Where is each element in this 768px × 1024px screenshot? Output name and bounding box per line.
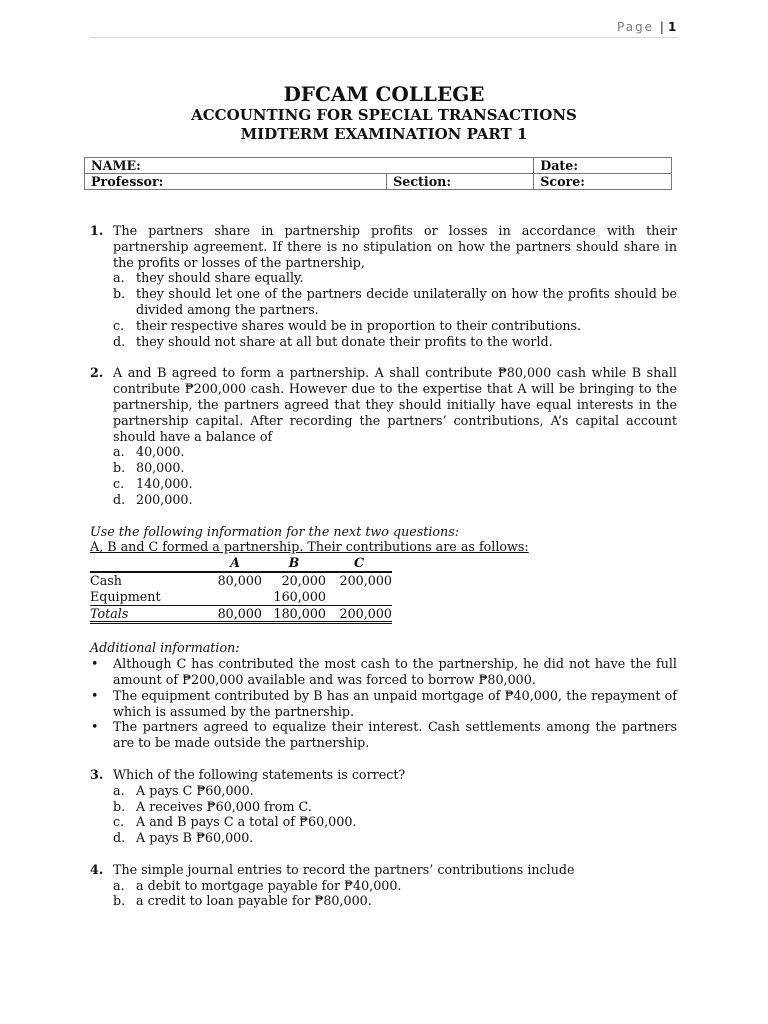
student-info-table	[84, 157, 672, 190]
table-row	[90, 572, 392, 589]
option-letter: c.	[113, 317, 125, 333]
option-letter: a.	[113, 444, 125, 460]
cell-b: 160,000	[273, 588, 326, 604]
option-text: they should share equally.	[136, 270, 304, 286]
option-text: a debit to mortgage payable for ₱40,000.	[136, 877, 402, 893]
question-number: 4.	[90, 861, 104, 877]
cell-a: 80,000	[217, 572, 262, 588]
totals-row	[90, 605, 392, 623]
name-cell: NAME:	[85, 158, 534, 174]
option	[113, 270, 677, 286]
option	[113, 799, 677, 815]
option-text: 140,000.	[136, 475, 193, 491]
bullet-icon: •	[91, 687, 99, 703]
section-cell: Section:	[387, 174, 534, 190]
list-item	[90, 688, 677, 720]
option-text: A pays C ₱60,000.	[136, 782, 254, 798]
professor-cell: Professor:	[85, 174, 387, 190]
column-header-b: B	[262, 555, 326, 572]
cell-a	[208, 589, 262, 605]
option-letter: b.	[113, 798, 126, 814]
cell-b: 20,000	[281, 572, 326, 588]
question-3	[90, 767, 677, 846]
option-letter: a.	[113, 782, 125, 798]
cell-c	[326, 589, 392, 605]
option	[113, 286, 677, 318]
option-text: A receives ₱60,000 from C.	[136, 798, 312, 814]
option	[113, 893, 677, 909]
table-corner	[90, 555, 208, 572]
option	[113, 460, 677, 476]
cell-a: 80,000	[208, 605, 262, 623]
shared-info-block	[90, 524, 677, 751]
additional-info-label: Additional information:	[90, 640, 240, 656]
option-letter: b.	[113, 460, 126, 476]
exam-content	[90, 223, 677, 925]
bullet-text: The partners agreed to equalize their interest. Cash settlements among the partners are to be made outside the partnership.	[113, 719, 677, 751]
option-text: A pays B ₱60,000.	[136, 830, 254, 846]
option	[113, 444, 677, 460]
row-label: Totals	[90, 605, 208, 623]
list-item	[90, 719, 677, 751]
info-lead: A, B and C formed a partnership. Their contributions are as follows:	[90, 539, 529, 555]
option-letter: b.	[113, 286, 126, 302]
page-word: Page	[617, 20, 655, 34]
bullet-icon: •	[91, 719, 99, 735]
page-header	[617, 20, 676, 34]
option-letter: c.	[113, 814, 125, 830]
page-divider: |	[659, 20, 664, 34]
question-2	[90, 365, 677, 507]
option-letter: d.	[113, 830, 126, 846]
question-stem: The simple journal entries to record the partners’ contributions include	[113, 861, 575, 877]
row-label: Equipment	[90, 588, 161, 604]
option-letter: a.	[113, 270, 125, 286]
option	[113, 318, 677, 334]
question-stem: The partners share in partnership profits or losses in accordance with their partnership agreement. If there is no stipulation on how the partners should share in the profits or losses of the partnership,	[113, 223, 677, 270]
title-block	[84, 82, 684, 144]
table-row	[90, 589, 392, 605]
option-text: 200,000.	[136, 491, 193, 507]
option	[113, 334, 677, 350]
question-stem: Which of the following statements is correct?	[113, 766, 406, 782]
question-number: 1.	[90, 223, 104, 238]
college-title: DFCAM COLLEGE	[283, 82, 485, 106]
options-list	[113, 878, 677, 910]
exam-title: MIDTERM EXAMINATION PART 1	[240, 125, 528, 143]
info-intro: Use the following information for the next two questions:	[90, 523, 460, 539]
option-letter: c.	[113, 475, 125, 491]
question-4	[90, 862, 677, 909]
option	[113, 783, 677, 799]
options-list	[113, 783, 677, 846]
option	[113, 492, 677, 508]
option-text: their respective shares would be in proportion to their contributions.	[136, 317, 582, 333]
option-text: 80,000.	[136, 460, 185, 476]
cell-c: 200,000	[339, 572, 392, 588]
option-letter: a.	[113, 877, 125, 893]
contributions-table	[90, 555, 392, 624]
option-text: they should let one of the partners decide unilaterally on how the profits should be divided among the partners.	[136, 286, 677, 317]
column-header-a: A	[208, 555, 262, 572]
option-text: a credit to loan payable for ₱80,000.	[136, 893, 372, 909]
bullet-text: The equipment contributed by B has an unpaid mortgage of ₱40,000, the repayment of which is assumed by the partnership.	[113, 687, 677, 719]
page-number: 1	[667, 20, 677, 34]
option	[113, 830, 677, 846]
question-number: 2.	[90, 365, 104, 381]
option-letter: d.	[113, 491, 126, 507]
header-rule	[90, 37, 678, 38]
option	[113, 476, 677, 492]
column-header-c: C	[326, 555, 392, 572]
option-letter: b.	[113, 893, 126, 909]
score-cell: Score:	[534, 174, 672, 190]
question-1	[90, 223, 677, 349]
option-letter: d.	[113, 333, 126, 349]
additional-info-list	[90, 656, 677, 751]
row-label: Cash	[90, 572, 122, 588]
bullet-text: Although C has contributed the most cash to the partnership, he did not have the full amount of ₱200,000 available and was forced to borrow ₱80,000.	[113, 656, 677, 687]
question-stem: A and B agreed to form a partnership. A shall contribute ₱80,000 cash while B shall contribute ₱200,000 cash. However due to the expertise that A will be bringing to the partnership, the partners agreed that they should initially have equal interests in the partnership capital. After recording the partners’ contributions, A’s capital account should have a balance of	[113, 365, 677, 444]
option-text: they should not share at all but donate their profits to the world.	[136, 333, 553, 349]
course-title: ACCOUNTING FOR SPECIAL TRANSACTIONS	[191, 106, 577, 124]
question-number: 3.	[90, 766, 104, 782]
options-list	[113, 270, 677, 349]
option-text: 40,000.	[136, 444, 185, 460]
option	[113, 814, 677, 830]
option	[113, 878, 677, 894]
bullet-icon: •	[91, 656, 99, 672]
cell-c: 200,000	[326, 605, 392, 623]
list-item	[90, 656, 677, 688]
options-list	[113, 444, 677, 507]
option-text: A and B pays C a total of ₱60,000.	[136, 814, 357, 830]
date-cell: Date:	[534, 158, 672, 174]
cell-b: 180,000	[262, 605, 326, 623]
